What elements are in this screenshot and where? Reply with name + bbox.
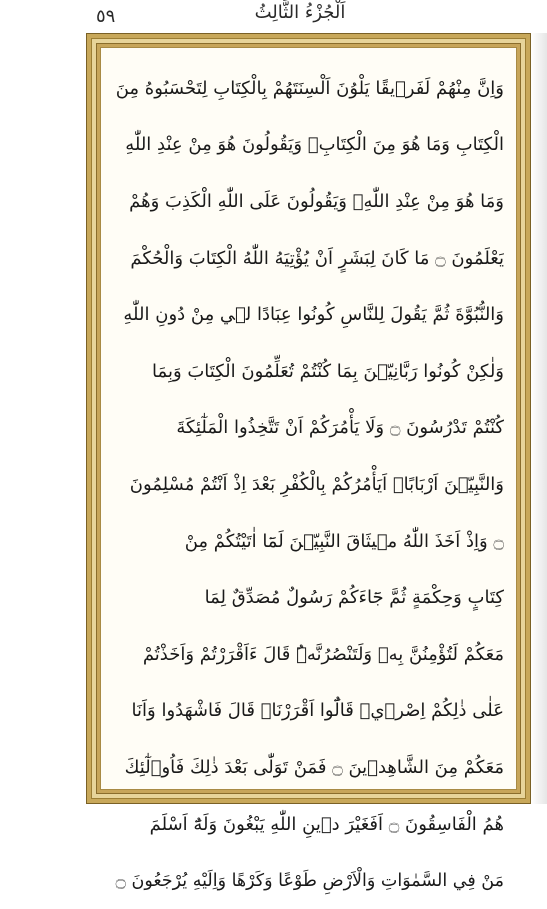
text-line-9: ۝ وَاِذْ اَخَذَ اللّٰهُ م۪يثَاقَ النَّبِيّ۪نَ لَمَٓا اٰتَيْتُكُمْ مِنْ [184, 530, 504, 552]
text-line-12: عَلٰى ذٰلِكُمْ اِصْر۪يۜ قَالُٓوا اَقْرَرْنَاۜ قَالَ فَاشْهَدُوا وَاَنَا [131, 700, 504, 722]
ornamental-frame [86, 33, 531, 891]
text-line-1: وَاِنَّ مِنْهُمْ لَفَر۪يقًا يَلْوُنَ اَلْسِنَتَهُمْ بِالْكِتَابِ لِتَحْسَبُوهُ مِنَ [115, 77, 504, 99]
text-line-10: كِتَابٍ وَحِكْمَةٍ ثُمَّ جَٓاءَكُمْ رَسُولٌ مُصَدِّقٌ لِمَا [204, 587, 504, 609]
juz-title: اَلْجُزْءُ الثَّالِثُ [254, 2, 346, 23]
text-line-7: كُنْتُمْ تَدْرُسُونَ ۝ وَلَا يَأْمُرَكُمْ اَنْ تَتَّخِذُوا الْمَلٰٓئِكَةَ [176, 417, 504, 439]
text-line-3: وَمَا هُوَ مِنْ عِنْدِ اللّٰهِۚ وَيَقُولُونَ عَلَى اللّٰهِ الْكَذِبَ وَهُمْ [129, 190, 504, 212]
page-edge-shadow [531, 33, 547, 804]
quran-text-area [100, 47, 517, 891]
text-line-15: مَنْ فِي السَّمٰوَاتِ وَالْاَرْضِ طَوْعًا وَكَرْهًا وَاِلَيْهِ يُرْجَعُونَ ۝ [115, 870, 504, 891]
text-line-14: هُمُ الْفَاسِقُونَ ۝ اَفَغَيْرَ د۪ينِ اللّٰهِ يَبْغُونَ وَلَهُٓ اَسْلَمَ [149, 813, 504, 835]
page-header [0, 0, 547, 36]
text-line-2: الْكِتَابِ وَمَا هُوَ مِنَ الْكِتَابِۚ وَيَقُولُونَ هُوَ مِنْ عِنْدِ اللّٰهِ [125, 134, 504, 156]
page-number: ٥٩ [96, 6, 116, 27]
text-line-8: وَالنَّبِيّ۪نَ اَرْبَابًاۜ اَيَأْمُرُكُمْ بِالْكُفْرِ بَعْدَ اِذْ اَنْتُمْ مُسْلِمُونَ [129, 473, 504, 495]
text-line-13: مَعَكُمْ مِنَ الشَّاهِد۪ينَ ۝ فَمَنْ تَوَلّٰى بَعْدَ ذٰلِكَ فَاُو۬لٰٓئِكَ [124, 756, 504, 778]
text-line-4: يَعْلَمُونَ ۝ مَا كَانَ لِبَشَرٍ اَنْ يُؤْتِيَهُ اللّٰهُ الْكِتَابَ وَالْحُكْمَ [130, 247, 504, 269]
text-line-11: مَعَكُمْ لَتُؤْمِنُنَّ بِه۪ وَلَتَنْصُرُنَّهُۜ قَالَ ءَاَقْرَرْتُمْ وَاَخَذْتُمْ [142, 643, 504, 665]
text-line-5: وَالنُّبُوَّةَ ثُمَّ يَقُولَ لِلنَّاسِ كُونُوا عِبَادًا ل۪ي مِنْ دُونِ اللّٰهِ [123, 304, 504, 326]
text-line-6: وَلٰكِنْ كُونُوا رَبَّانِيّ۪نَ بِمَا كُنْتُمْ تُعَلِّمُونَ الْكِتَابَ وَبِمَا [152, 360, 504, 382]
